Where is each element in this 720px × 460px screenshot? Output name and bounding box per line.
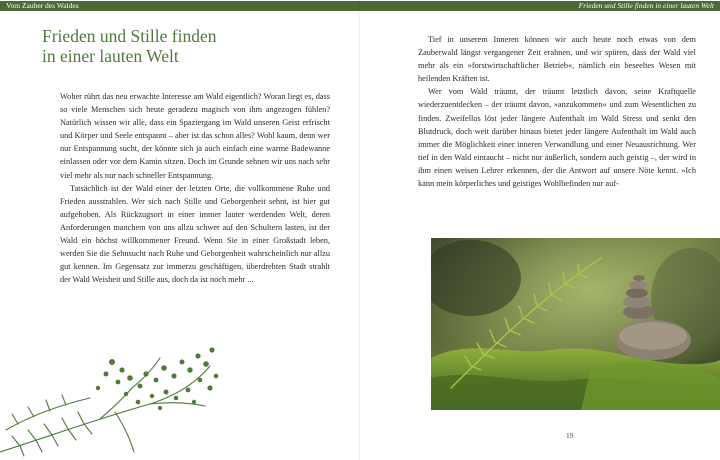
paragraph: Woher rührt das neu erwachte Interesse am Wald eigentlich? Woran liegt es, dass so viele Menschen sich heute geradezu magisch von ihm angezogen fühlen? Natürlich wissen wir alle, dass ein Spaziergang im Wald unseren Geist erfrischt und Körper und Seele entspannt – aber ist das schon alles? Wohl kaum, denn wer nur Entspannung sucht, der könnte sich ja auch einfach eine warme Badewanne einlassen oder vor dem Kamin sitzen. Doch im Grunde sehnen wir uns nach sehr viel mehr als nur nach schneller Entspannung. [60,92,330,180]
left-text-column [60,90,330,286]
right-text-column [418,33,696,190]
running-head-right: Frieden und Stille finden in einer lauten Welt [360,1,720,11]
page-number: 19 [566,431,574,440]
forest-photo [431,238,720,410]
paragraph: Tief in unserem Inneren können wir auch heute noch etwas von dem Zauberwald längst vergangener Zeit erahnen, und wir spüren, dass der Wald viel mehr als ein »forstwirtschaftlicher Betrieb«, nämlich ein beseeltes Wesen mit heilenden Kräften ist. [418,35,696,84]
paragraph: Wer vom Wald träumt, der träumt letztlich davon, seine Kraftquelle wiederzuentdecken – der träumt davon, »anzukommen« und zum Wesentlichen zu finden. Zweifellos löst jeder längere Aufenthalt im Wald Stress und senkt den Blutdruck, doch weit darüber hinaus bietet jeder längere Aufenthalt im Wald auch immer die Möglichkeit einer inneren Verwandlung und einer Neuausrichtung. Wer tief in den Wald eintaucht – nicht nur äußerlich, sondern auch geistig –, der wird in ihm einen weisen Lehrer erkennen, der die Antwort auf unsere Nöte kennt. »Ich kann mein körperliches und geistiges Wohlbefinden nur auf- [418,87,696,189]
seed-dots [96,347,219,410]
chapter-title-line-1: Frieden und Stille finden [42,26,217,46]
fern-branch-illustration [0,340,240,460]
chapter-title [42,26,342,66]
paragraph: Tatsächlich ist der Wald einer der letzten Orte, die vollkommene Ruhe und Frieden ausstrahlen. Wer sich nach Stille und Geborgenheit sehnt, ist hier gut aufgehoben. Als Rückzugsort in einer immer lauter werdenden Welt, deren Anforderungen manchem von uns allzu schwer auf den Schultern lasten, ist der Wald ein höchst willkommener Freund. Wenn Sie in einer Großstadt leben, werden Sie die Sehnsucht nach Ruhe und Geborgenheit wahrscheinlich nur allzu gut kennen. Im Gegensatz zur immerzu geschäftigen, überdrehten Stadt strahlt der Wald Weisheit und Stille aus, doch da ist noch mehr ... [60,183,330,285]
chapter-title-line-2: in einer lauten Welt [42,46,179,66]
running-head-left: Vom Zauber des Waldes [0,1,360,11]
